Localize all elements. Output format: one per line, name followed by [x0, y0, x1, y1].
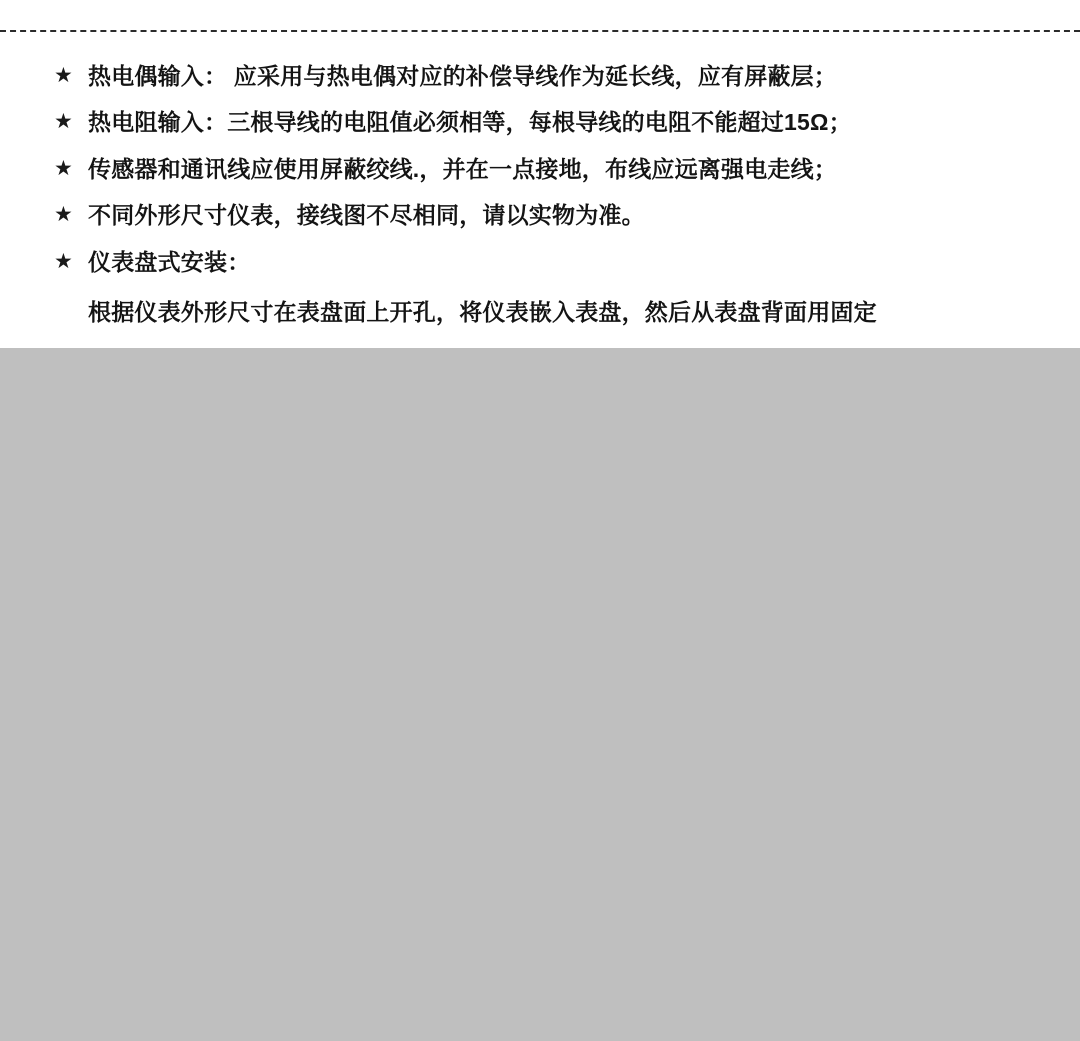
list-item [0, 155, 1080, 184]
document-content [0, 62, 1080, 327]
star-icon: ★ [54, 64, 73, 87]
list-item [0, 108, 1080, 137]
list-item [0, 62, 1080, 91]
paragraph-text: 根据仪表外形尺寸在表盘面上开孔，将仪表嵌入表盘，然后从表盘背面用固定 [88, 299, 877, 326]
star-icon: ★ [54, 249, 73, 273]
star-icon: ★ [54, 110, 73, 134]
list-item [0, 248, 1080, 277]
dashed-divider [0, 30, 1080, 32]
list-item-text: 热电偶输入： 应采用与热电偶对应的补偿导线作为延长线，应有屏蔽层； [88, 63, 837, 89]
star-icon: ★ [54, 203, 73, 227]
list-item-text: 仪表盘式安装： [88, 248, 251, 275]
list-item-text: 传感器和通讯线应使用屏蔽绞线.，并在一点接地，布线应远离强电走线； [88, 155, 837, 182]
list-item-text: 热电阻输入：三根导线的电阻值必须相等，每根导线的电阻不能超过15Ω； [88, 109, 852, 136]
star-icon: ★ [54, 156, 73, 180]
grey-overlay-panel [0, 348, 1080, 1041]
list-item-text: 不同外形尺寸仪表，接线图不尽相同，请以实物为准。 [88, 202, 645, 229]
list-item [0, 201, 1080, 230]
